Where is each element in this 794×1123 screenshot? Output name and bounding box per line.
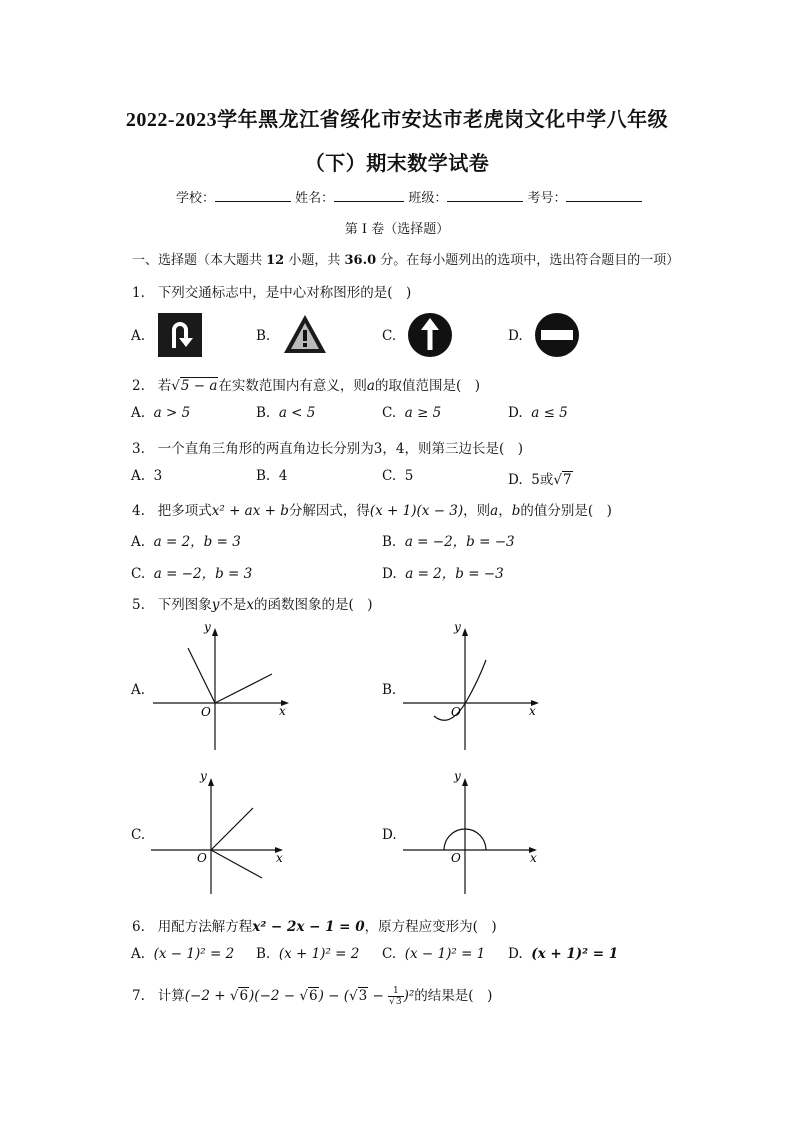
question-text: 不是 bbox=[219, 597, 247, 613]
radicand: 6 bbox=[239, 988, 249, 1004]
question-1 bbox=[132, 281, 411, 301]
variable: x bbox=[246, 597, 255, 613]
option-text: a ≤ 5 bbox=[531, 405, 568, 421]
x-label: x bbox=[529, 704, 536, 718]
question-text: 的取值范围是( ) bbox=[374, 378, 481, 394]
option-text: 3 bbox=[153, 468, 163, 484]
section-text-mid: 小题，共 bbox=[284, 253, 345, 268]
option-text: (x + 1)² = 1 bbox=[531, 946, 619, 962]
option-text: a = 2，b = 3 bbox=[153, 534, 241, 550]
graph-d bbox=[398, 768, 548, 896]
option-label: A. bbox=[131, 468, 146, 484]
graph-line bbox=[215, 674, 272, 703]
straight-ahead-sign-icon bbox=[407, 312, 453, 358]
math-expression: (−2 + bbox=[184, 988, 230, 1004]
math-expression: x² + ax + b bbox=[211, 503, 289, 519]
graph-line bbox=[188, 648, 215, 703]
fraction bbox=[388, 986, 403, 1007]
question-text: ，则 bbox=[463, 503, 491, 519]
origin-label: O bbox=[451, 705, 461, 719]
radicand: 6 bbox=[308, 988, 318, 1004]
sqrt-symbol: √ bbox=[389, 997, 395, 1007]
sqrt-symbol: √ bbox=[229, 988, 239, 1004]
option-text: a ≥ 5 bbox=[404, 405, 442, 421]
fraction-numerator: 1 bbox=[393, 986, 399, 996]
option-label: C. bbox=[382, 946, 397, 962]
question-5 bbox=[132, 593, 373, 613]
question-text: 把多项式 bbox=[157, 503, 212, 519]
question-number: 4. bbox=[132, 503, 145, 519]
sqrt-symbol: √ bbox=[299, 988, 308, 1004]
math-expression: x² − 2x − 1 = 0 bbox=[252, 919, 365, 935]
origin-label: O bbox=[201, 705, 211, 719]
option-text: 5或 bbox=[531, 472, 554, 488]
option-label: D. bbox=[508, 946, 523, 962]
question-number: 7. bbox=[132, 988, 145, 1004]
option-label: B. bbox=[256, 946, 271, 962]
option-c[interactable] bbox=[382, 468, 413, 484]
graph-a bbox=[148, 620, 298, 752]
math-expression: ) − ( bbox=[318, 988, 350, 1004]
graph-line bbox=[211, 808, 253, 850]
sqrt-symbol: √ bbox=[553, 472, 562, 488]
question-text: 计算 bbox=[157, 988, 185, 1004]
variable: a bbox=[366, 378, 375, 394]
warning-triangle-sign-icon bbox=[282, 312, 328, 356]
question-text: 下列交通标志中，是中心对称图形的是( ) bbox=[157, 285, 412, 301]
radicand: 3 bbox=[358, 988, 368, 1004]
section-heading bbox=[132, 249, 679, 268]
option-d[interactable] bbox=[508, 405, 568, 421]
exam-no-blank bbox=[566, 189, 642, 202]
option-d[interactable] bbox=[508, 468, 573, 488]
option-label: D. bbox=[508, 328, 523, 344]
origin-label: O bbox=[451, 851, 461, 865]
option-text: a = −2，b = −3 bbox=[404, 534, 515, 550]
option-label: C. bbox=[131, 566, 146, 582]
radicand: 7 bbox=[562, 472, 572, 488]
question-text: 的值分别是( ) bbox=[520, 503, 612, 519]
question-text: 在实数范围内有意义，则 bbox=[218, 378, 367, 394]
graph-line bbox=[211, 850, 262, 878]
question-number: 6. bbox=[132, 919, 145, 935]
question-text: 的函数图象的是( ) bbox=[254, 597, 373, 613]
question-text: 的结果是( ) bbox=[414, 988, 493, 1004]
option-label: A. bbox=[131, 405, 146, 421]
option-label: B. bbox=[382, 682, 397, 698]
option-a[interactable] bbox=[131, 530, 241, 550]
option-label: D. bbox=[508, 472, 523, 488]
school-label: 学校： bbox=[176, 191, 216, 206]
option-text: 5 bbox=[404, 468, 414, 484]
x-label: x bbox=[530, 851, 537, 865]
question-3 bbox=[132, 437, 523, 457]
y-label: y bbox=[454, 620, 461, 634]
option-text: a = 2，b = −3 bbox=[405, 566, 504, 582]
question-2 bbox=[132, 374, 480, 394]
question-text: 下列图象 bbox=[157, 597, 212, 613]
option-text: a = −2，b = 3 bbox=[153, 566, 253, 582]
question-text: 用配方法解方程 bbox=[157, 919, 253, 935]
question-7 bbox=[132, 984, 492, 1007]
option-a[interactable] bbox=[131, 405, 190, 421]
question-number: 2. bbox=[132, 378, 145, 394]
section-score: 36.0 bbox=[344, 253, 377, 268]
exam-no-label: 考号： bbox=[527, 191, 567, 206]
option-label: A. bbox=[131, 534, 146, 550]
variable: y bbox=[211, 597, 220, 613]
y-label: y bbox=[454, 769, 461, 783]
option-text: a < 5 bbox=[278, 405, 316, 421]
option-d[interactable] bbox=[382, 562, 504, 582]
name-blank bbox=[334, 189, 404, 202]
option-label: B. bbox=[382, 534, 397, 550]
question-text: 若 bbox=[157, 378, 172, 394]
question-text: 分解因式，得 bbox=[288, 503, 370, 519]
option-label: B. bbox=[256, 405, 271, 421]
radicand: 5 − a bbox=[180, 378, 218, 394]
x-label: x bbox=[279, 704, 286, 718]
option-label: A. bbox=[131, 328, 146, 344]
question-text: ， bbox=[498, 503, 512, 519]
variable: b bbox=[511, 503, 521, 519]
option-text: 4 bbox=[278, 468, 288, 484]
option-label: C. bbox=[131, 827, 146, 843]
math-expression: (x + 1)(x − 3) bbox=[369, 503, 464, 519]
option-c[interactable] bbox=[382, 405, 441, 421]
option-c[interactable] bbox=[382, 946, 485, 962]
name-label: 姓名： bbox=[295, 191, 335, 206]
sqrt-symbol: √ bbox=[349, 988, 358, 1004]
variable: a bbox=[490, 503, 499, 519]
option-d[interactable] bbox=[508, 946, 618, 962]
sqrt-symbol: √ bbox=[171, 378, 180, 394]
option-text: a > 5 bbox=[153, 405, 191, 421]
page-title-line1: 2022-2023学年黑龙江省绥化市安达市老虎岗文化中学八年级 bbox=[125, 109, 669, 131]
section-text-prefix: 一、选择题（本大题共 bbox=[132, 253, 267, 268]
option-c[interactable] bbox=[131, 562, 252, 582]
class-label: 班级： bbox=[408, 191, 448, 206]
question-number: 1. bbox=[132, 285, 145, 301]
option-text: (x − 1)² = 1 bbox=[404, 946, 486, 962]
question-text: ，原方程应变形为( ) bbox=[364, 919, 497, 935]
u-turn-sign-icon bbox=[157, 312, 203, 358]
option-label: D. bbox=[508, 405, 523, 421]
option-a[interactable] bbox=[131, 946, 234, 962]
student-info-row bbox=[176, 187, 642, 206]
y-label: y bbox=[200, 769, 207, 783]
origin-label: O bbox=[197, 851, 207, 865]
question-text: 一个直角三角形的两直角边长分别为3，4，则第三边长是( ) bbox=[157, 441, 523, 457]
section-count: 12 bbox=[266, 253, 285, 268]
option-label: C. bbox=[382, 468, 397, 484]
option-label: B. bbox=[256, 468, 271, 484]
question-6 bbox=[132, 915, 497, 935]
part-title: 第 I 卷（选择题） bbox=[344, 222, 450, 237]
option-b[interactable] bbox=[256, 468, 287, 484]
option-label: A. bbox=[131, 682, 146, 698]
math-expression: )(−2 − bbox=[249, 988, 300, 1004]
option-text: (x + 1)² = 2 bbox=[278, 946, 360, 962]
option-label: B. bbox=[256, 328, 271, 344]
graph-c bbox=[146, 768, 296, 896]
math-expression: − bbox=[368, 988, 389, 1004]
y-label: y bbox=[204, 620, 211, 634]
option-label: C. bbox=[382, 405, 397, 421]
fraction-denominator: 3 bbox=[395, 997, 402, 1007]
option-a[interactable] bbox=[131, 468, 162, 484]
option-label: A. bbox=[131, 946, 146, 962]
option-b[interactable] bbox=[256, 946, 359, 962]
question-number: 5. bbox=[132, 597, 145, 613]
option-label: D. bbox=[382, 827, 397, 843]
section-text-suffix: 分。在每小题列出的选项中，选出符合题目的一项） bbox=[376, 253, 680, 268]
option-b[interactable] bbox=[256, 405, 315, 421]
x-label: x bbox=[276, 851, 283, 865]
option-text: (x − 1)² = 2 bbox=[153, 946, 235, 962]
question-4 bbox=[132, 499, 612, 519]
page-title-line2: （下）期末数学试卷 bbox=[304, 153, 490, 175]
graph-b bbox=[398, 620, 548, 752]
option-label: D. bbox=[382, 566, 397, 582]
option-label: C. bbox=[382, 328, 397, 344]
question-number: 3. bbox=[132, 441, 145, 457]
school-blank bbox=[215, 189, 291, 202]
math-expression: )² bbox=[403, 988, 415, 1004]
option-b[interactable] bbox=[382, 530, 515, 550]
no-entry-sign-icon bbox=[534, 312, 580, 358]
class-blank bbox=[447, 189, 523, 202]
